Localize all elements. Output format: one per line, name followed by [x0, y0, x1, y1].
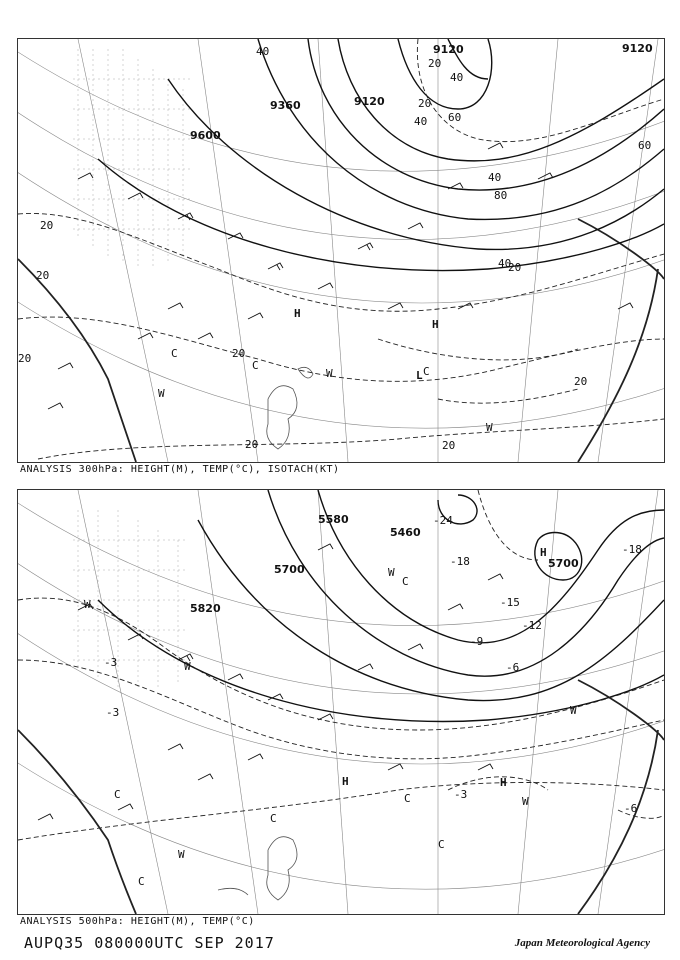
isotach-label: 20 — [428, 57, 442, 70]
temp-label: -18 — [622, 543, 642, 556]
warm-marker: W — [326, 367, 333, 380]
map-300hpa-canvas — [18, 39, 664, 462]
panel-500-caption: ANALYSIS 500hPa: HEIGHT(M), TEMP(°C) — [20, 916, 255, 927]
chart-code-and-time: AUPQ35 080000UTC SEP 2017 — [24, 934, 275, 952]
isotach-label: 40 — [498, 257, 512, 270]
isotach-label: 80 — [494, 189, 508, 202]
cold-marker: C — [402, 575, 409, 588]
high-marker: H — [342, 775, 349, 788]
temp-label: -9 — [470, 635, 484, 648]
temp-label: -6 — [506, 661, 520, 674]
graticule-500 — [18, 490, 664, 914]
height-label: 5700 — [274, 563, 305, 576]
map-panel-300hpa — [17, 38, 665, 463]
isotach-label: 20 — [418, 97, 432, 110]
warm-marker: W — [388, 566, 395, 579]
high-marker: H — [294, 307, 301, 320]
isotach-label: 40 — [488, 171, 502, 184]
warm-marker: W — [158, 387, 165, 400]
height-label: 5820 — [190, 602, 221, 615]
high-marker: H — [500, 776, 507, 789]
map-500hpa-canvas — [18, 490, 664, 914]
height-label: 9600 — [190, 129, 221, 142]
cold-marker: C — [404, 792, 411, 805]
contour-label: 20 — [574, 375, 588, 388]
high-marker: H — [432, 318, 439, 331]
contour-label: 20 — [232, 347, 246, 360]
height-label: 9120 — [622, 42, 653, 55]
height-label: 9360 — [270, 99, 301, 112]
coastline-300 — [18, 219, 664, 462]
isotachs-300 — [18, 39, 664, 459]
cold-marker: C — [438, 838, 445, 851]
contour-label: 20 — [18, 352, 32, 365]
isotach-label: 20 — [508, 261, 522, 274]
height-label: 5460 — [390, 526, 421, 539]
isotach-label: 60 — [638, 139, 652, 152]
panel-300-caption: ANALYSIS 300hPa: HEIGHT(M), TEMP(°C), ISOTACH(KT) — [20, 464, 340, 475]
warm-marker: W — [570, 704, 577, 717]
isotach-label: 40 — [450, 71, 464, 84]
isotach-label: 40 — [256, 45, 270, 58]
markers-300 — [158, 307, 493, 434]
contour-label: 20 — [40, 219, 54, 232]
high-marker: H — [540, 546, 547, 559]
contour-label: 20 — [36, 269, 50, 282]
temp-label: -12 — [522, 619, 542, 632]
map-panel-500hpa — [17, 489, 665, 915]
low-marker: L — [416, 369, 423, 382]
warm-marker: W — [184, 660, 191, 673]
height-label: 5700 — [548, 557, 579, 570]
temp-label: -3 — [104, 656, 118, 669]
contour-label: 20 — [442, 439, 456, 452]
cold-marker: C — [138, 875, 145, 888]
warm-marker: W — [522, 795, 529, 808]
wind-barbs-500 — [38, 544, 503, 820]
height-label: 5580 — [318, 513, 349, 526]
islands-300 — [267, 367, 313, 449]
temp-label: -24 — [433, 514, 453, 527]
contour-label: 20 — [245, 438, 259, 451]
temp-label: -3 — [106, 706, 120, 719]
cold-marker: C — [114, 788, 121, 801]
cold-marker: C — [171, 347, 178, 360]
hatch-300 — [73, 49, 193, 269]
height-label: 9120 — [433, 43, 464, 56]
warm-marker: W — [178, 848, 185, 861]
warm-marker: W — [486, 421, 493, 434]
agency-name: Japan Meteorological Agency — [514, 937, 650, 949]
temp-label: -6 — [624, 802, 638, 815]
wind-barbs-300 — [48, 143, 633, 409]
temp-label: -3 — [454, 788, 468, 801]
temp-label: -18 — [450, 555, 470, 568]
cold-marker: C — [270, 812, 277, 825]
height-label: 9120 — [354, 95, 385, 108]
warm-marker: W — [84, 598, 91, 611]
temp-label: -15 — [500, 596, 520, 609]
isotach-label: 40 — [414, 115, 428, 128]
isotach-label: 60 — [448, 111, 462, 124]
cold-marker: C — [423, 365, 430, 378]
cold-marker: C — [252, 359, 259, 372]
